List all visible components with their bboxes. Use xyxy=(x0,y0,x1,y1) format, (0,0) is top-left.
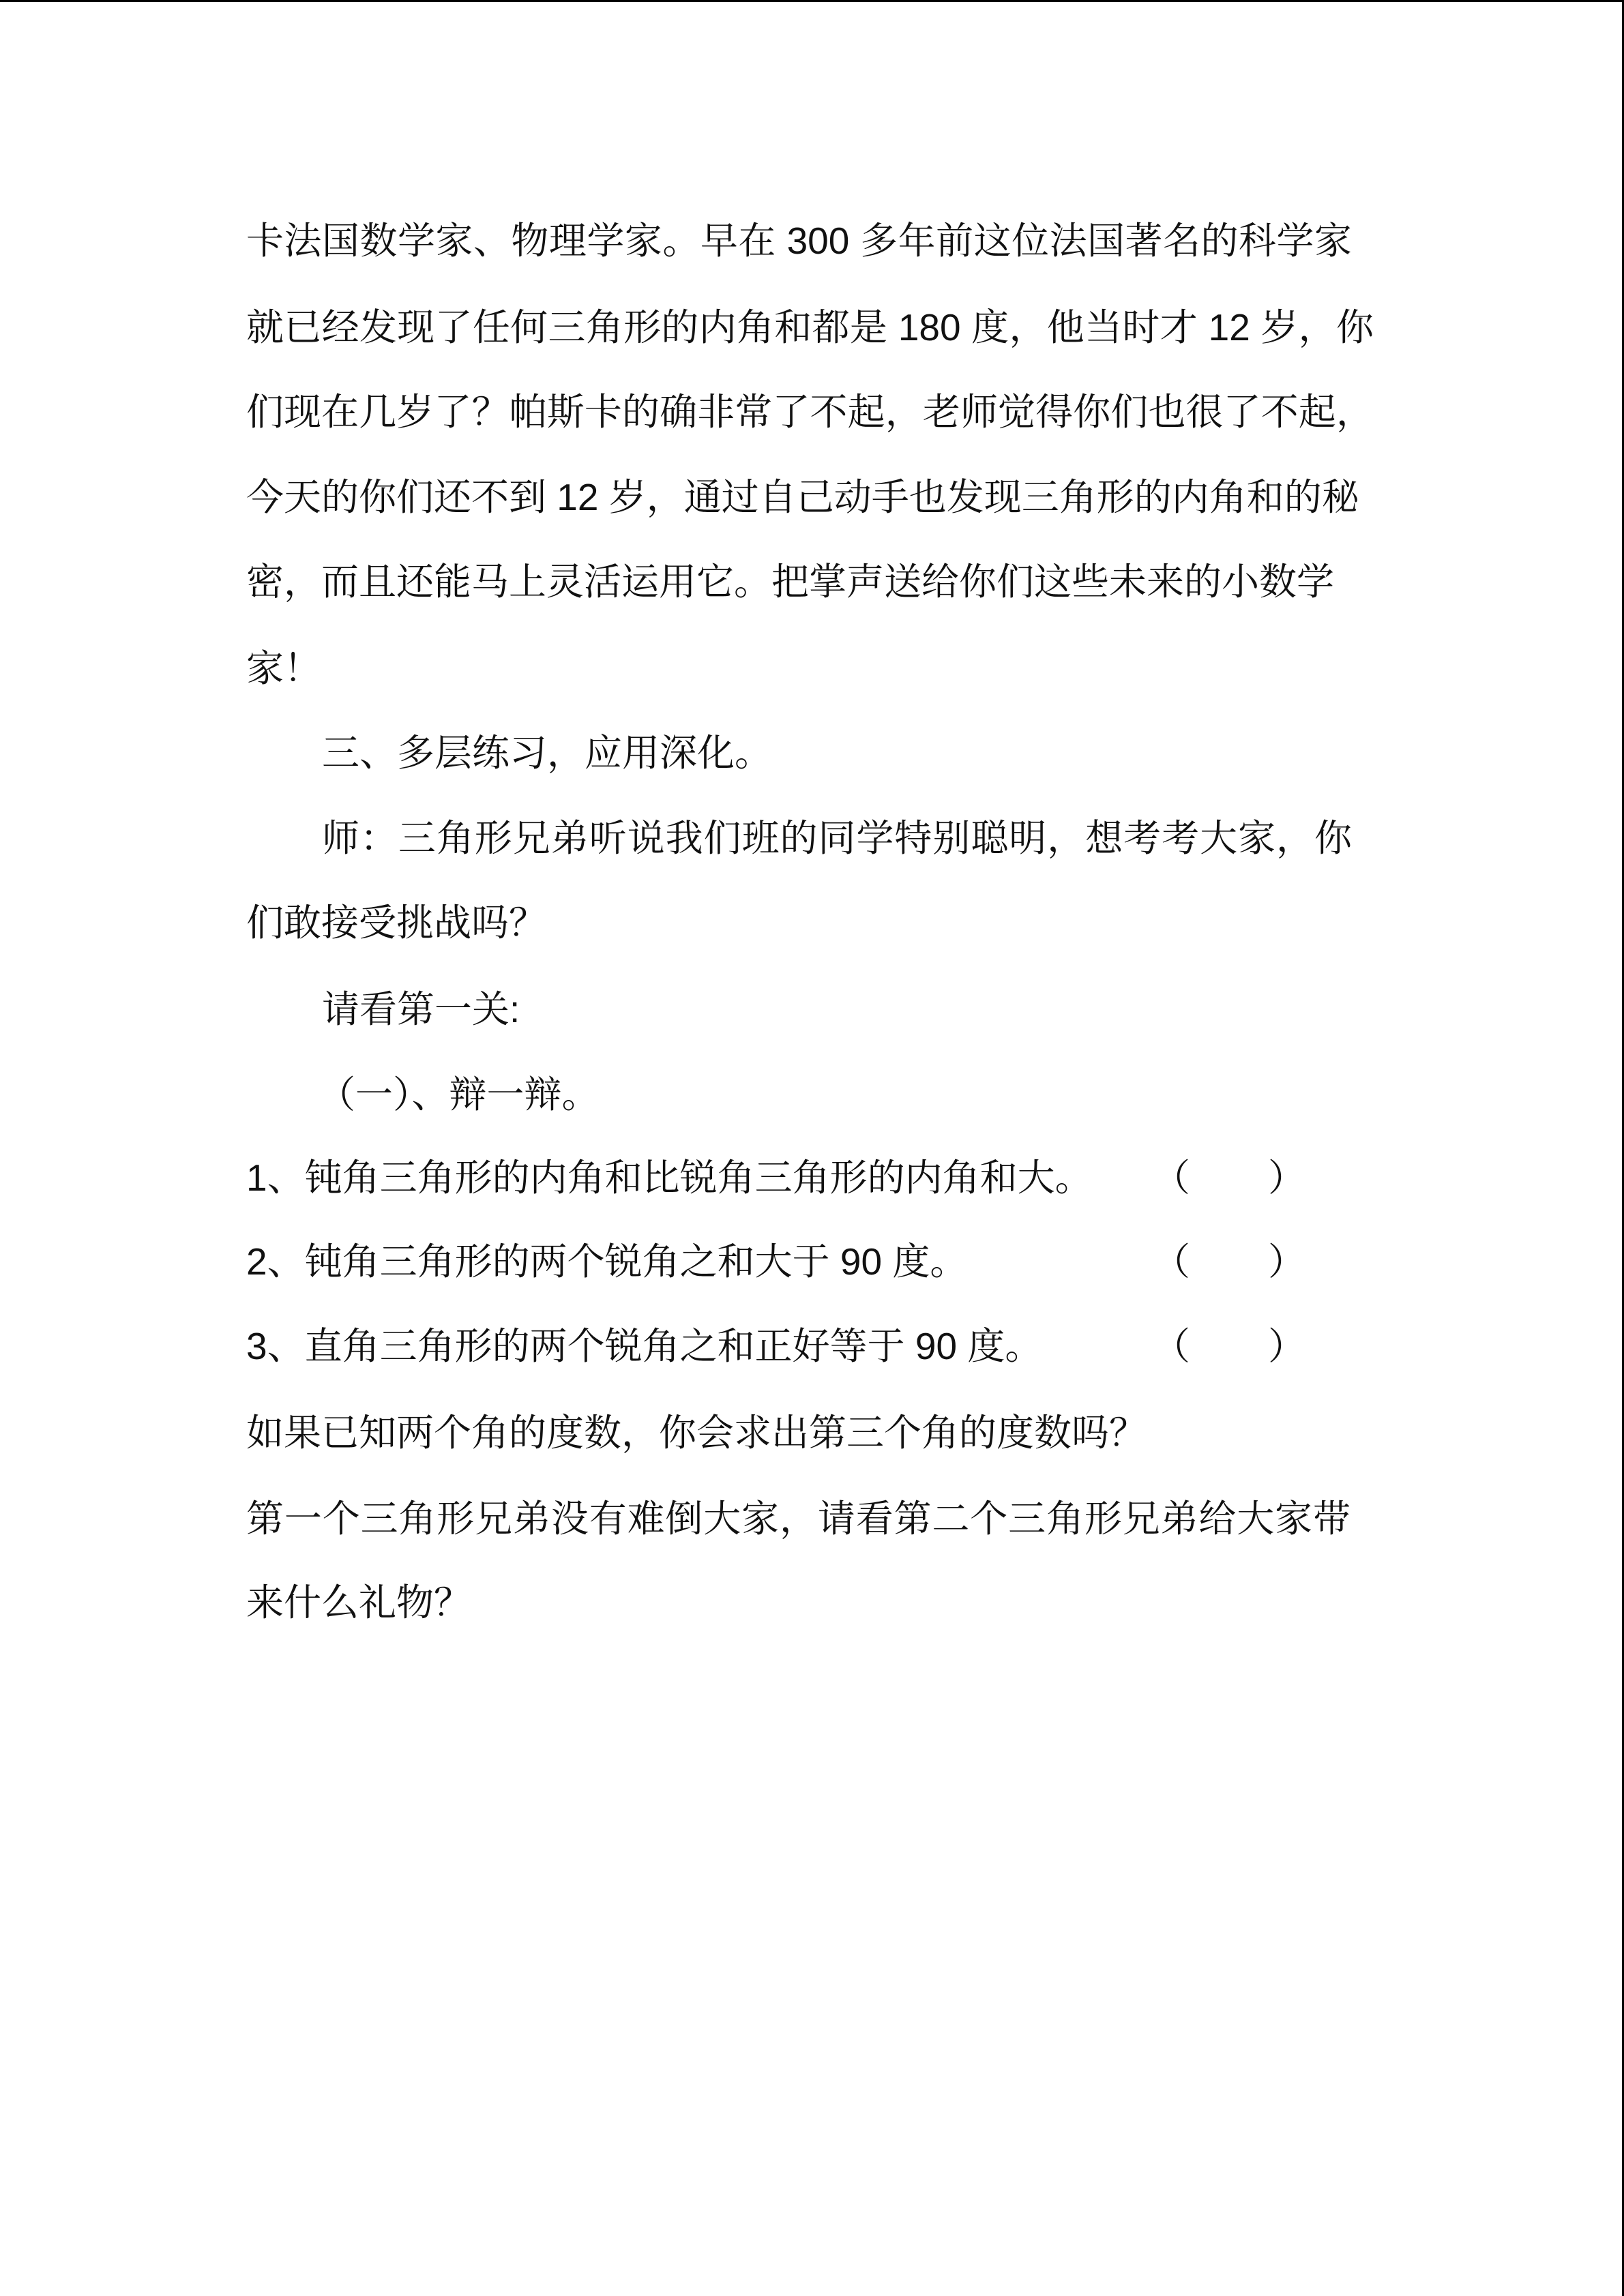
quiz-item-text: 1、钝角三角形的内角和比锐角三角形的内角和大。 xyxy=(246,1157,1093,1199)
quiz-item-text: 2、钝角三角形的两个锐角之和大于 90 度。 xyxy=(246,1240,968,1283)
paragraph-line: 密，而且还能马上灵活运用它。把掌声送给你们这些未来的小数学 xyxy=(246,561,1335,603)
paragraph-line: 们现在几岁了？帕斯卡的确非常了不起，老师觉得你们也很了不起， xyxy=(246,391,1374,433)
teacher-line: 师：三角形兄弟听说我们班的同学特别聪明，想考考大家，你 xyxy=(322,817,1352,859)
paragraph-line: 就已经发现了任何三角形的内角和都是 180 度，他当时才 12 岁，你 xyxy=(246,306,1374,348)
answer-bracket-open: （ xyxy=(1153,1157,1191,1199)
section-heading: 三、多层练习，应用深化。 xyxy=(322,732,773,774)
teacher-line: 们敢接受挑战吗？ xyxy=(246,901,547,944)
answer-bracket-close: ） xyxy=(1268,1240,1306,1283)
level-prompt: 请看第一关: xyxy=(322,988,520,1030)
subsection-heading: （一）、辩一辩。 xyxy=(318,1073,600,1116)
quiz-item xyxy=(246,1154,1310,1202)
paragraph-line: 卡法国数学家、物理学家。早在 300 多年前这位法国著名的科学家 xyxy=(246,220,1352,262)
closing-line: 第一个三角形兄弟没有难倒大家，请看第二个三角形兄弟给大家带 xyxy=(246,1497,1350,1540)
question-line: 如果已知两个角的度数，你会求出第三个角的度数吗？ xyxy=(246,1412,1147,1454)
quiz-item xyxy=(246,1322,1310,1370)
answer-bracket-close: ） xyxy=(1268,1325,1306,1367)
closing-line: 来什么礼物？ xyxy=(246,1581,472,1624)
answer-bracket-open: （ xyxy=(1153,1240,1191,1283)
paragraph-line: 今天的你们还不到 12 岁，通过自己动手也发现三角形的内角和的秘 xyxy=(246,476,1359,518)
answer-bracket-close: ） xyxy=(1268,1157,1306,1199)
quiz-item-text: 3、直角三角形的两个锐角之和正好等于 90 度。 xyxy=(246,1325,1043,1367)
answer-bracket-open: （ xyxy=(1153,1325,1191,1367)
paragraph-line: 家！ xyxy=(246,647,322,689)
quiz-item xyxy=(246,1238,1310,1285)
